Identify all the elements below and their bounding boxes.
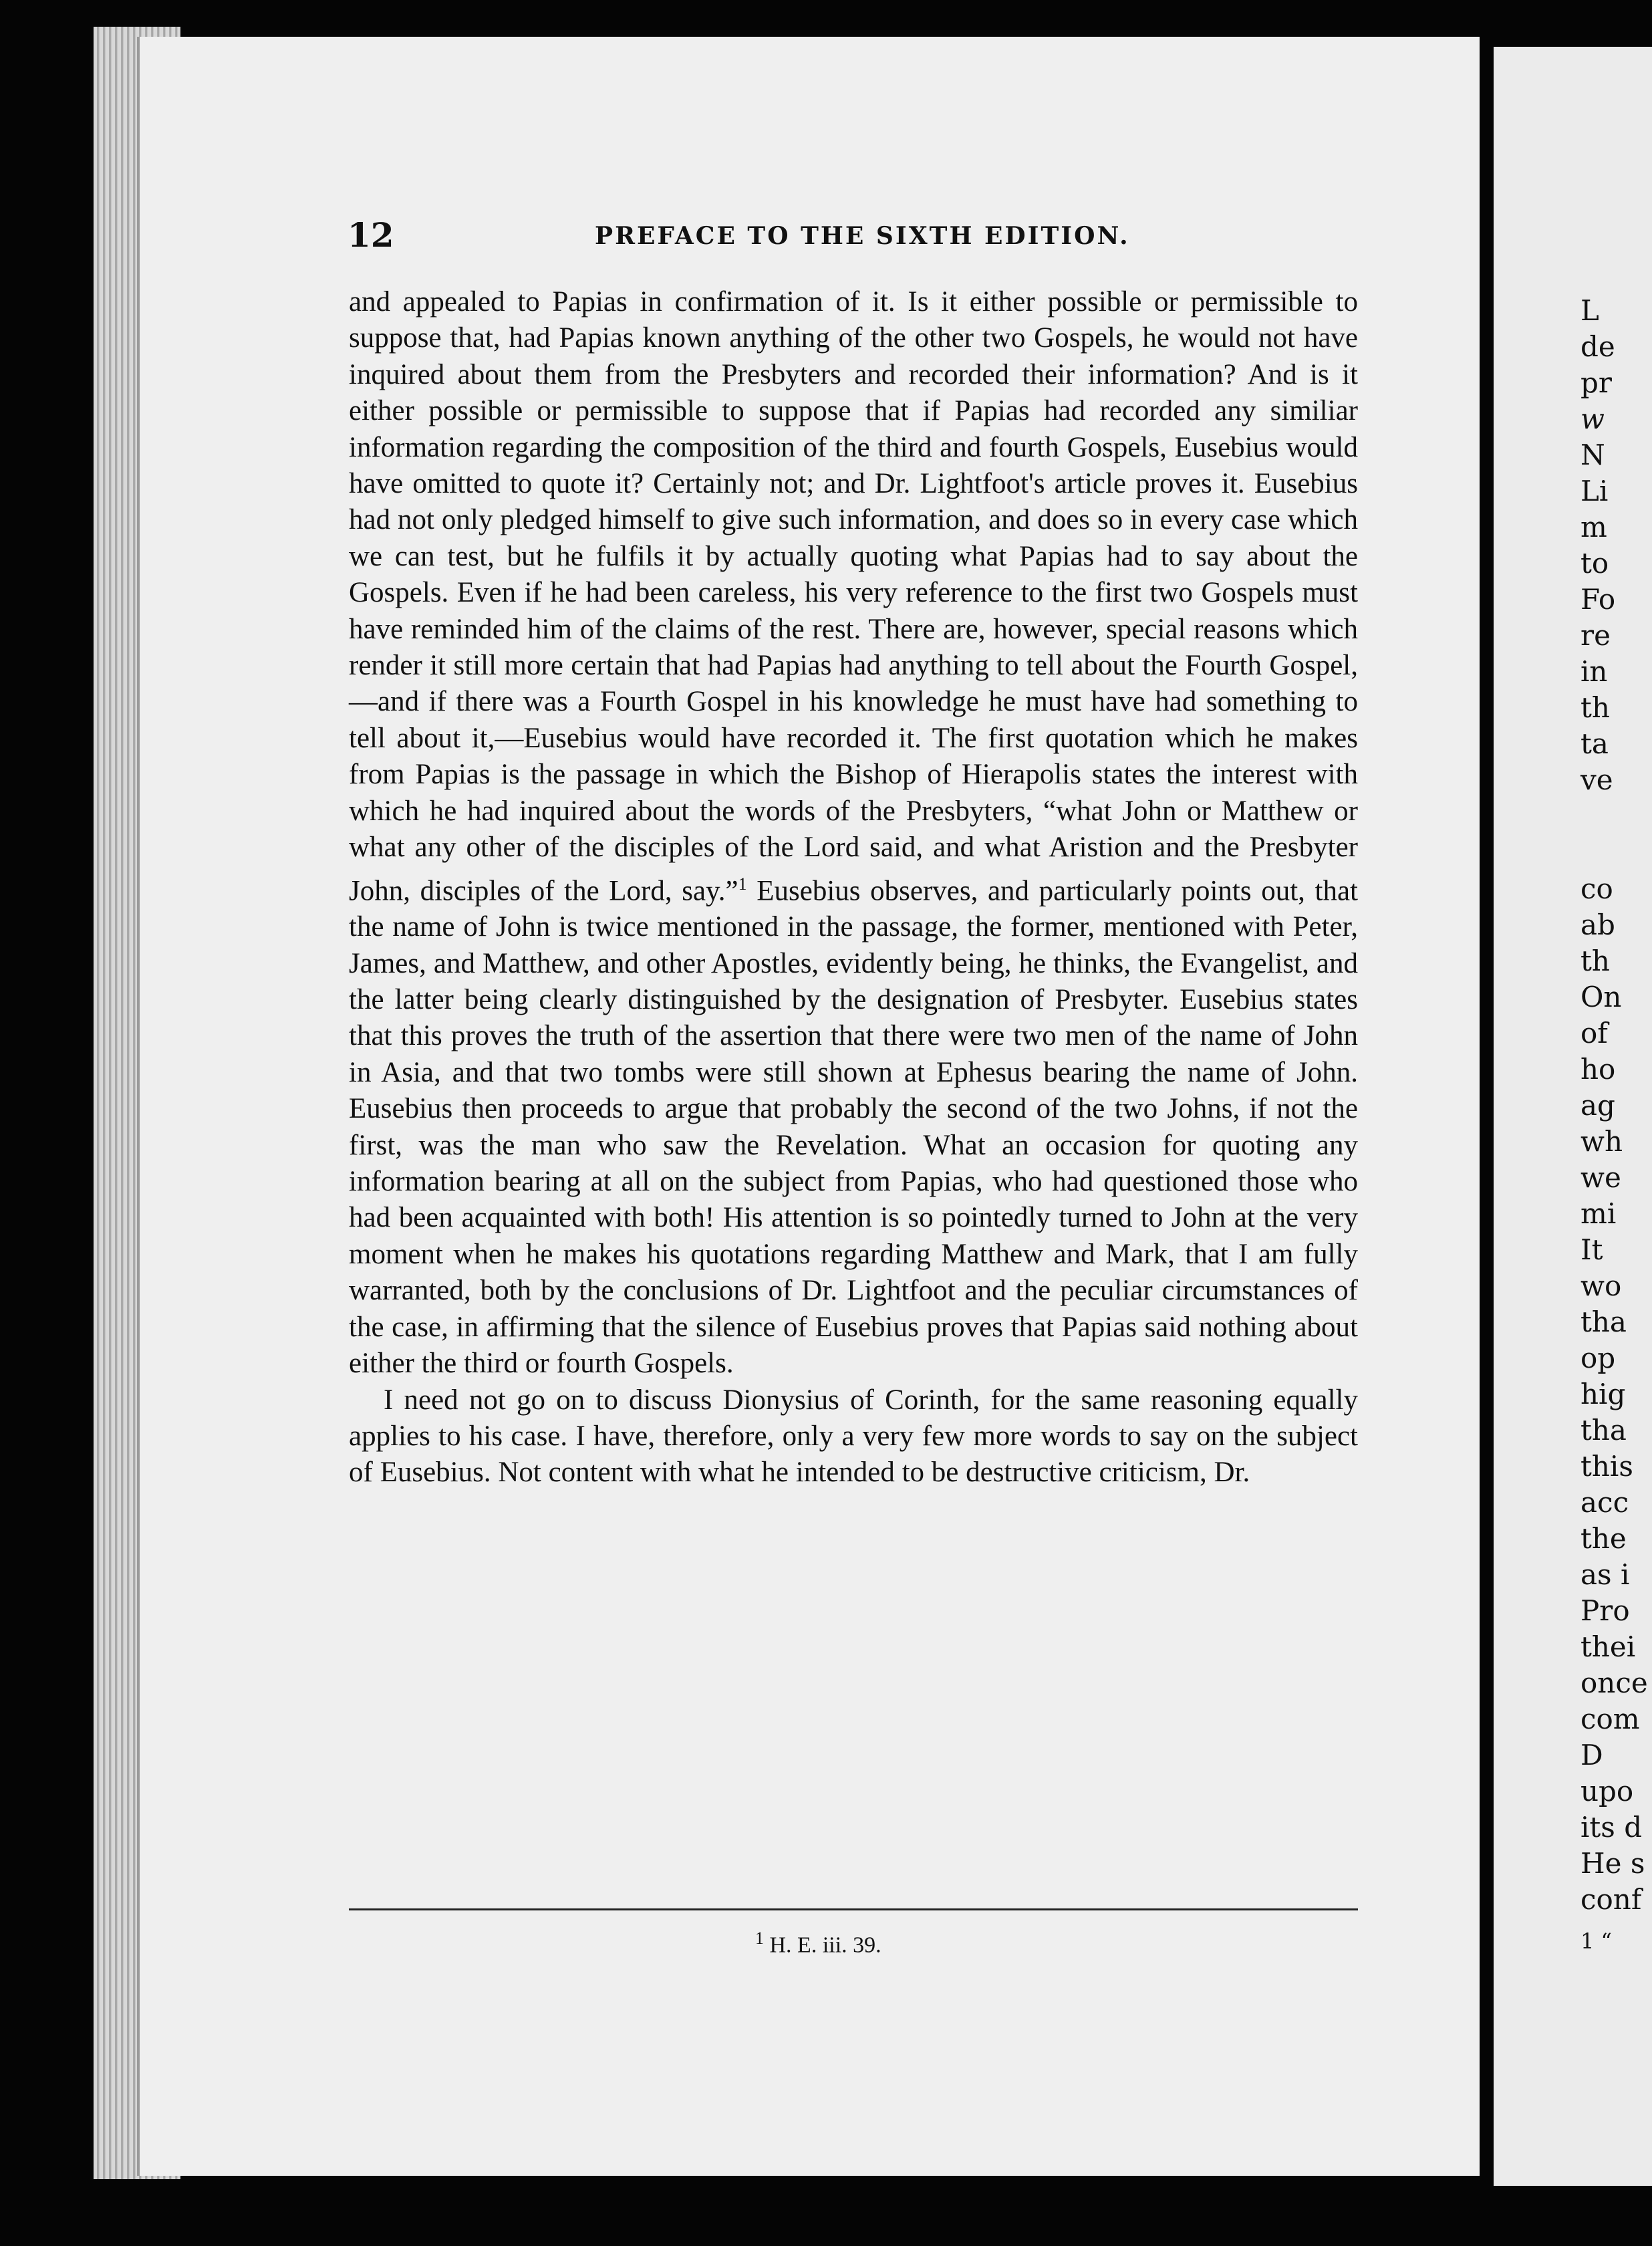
paragraph-text: and appealed to Papias in confirmation of it. Is it either possible or permissible to suppose that, had Papias known anything of the other two Gospels, he would not have inquired about them from the Presbyters and recorded their information? And is it either possible or permissible to suppose that if Papias had recorded any similiar information regarding the composition of the third and fourth Gospels, Eusebius would have omitted to quote it? Certainly not; and Dr. Lightfoot's article proves it. Eusebius had not only pledged himself to give such information, and does so in every case which we can test, but he fulfils it by actually quoting what Papias had to say about the Gospels. Even if he had been careless, his very reference to the first two Gospels must have reminded him of the claims of the rest. There are, however, special reasons which render it still more certain that had Papias had anything to tell about the Fourth Gospel,—and if there was a Fourth Gospel in his knowledge he must have had something to tell about it,—Eusebius would have recorded it. The first quotation which he makes from Papias is the passage in which the Bishop of Hierapolis states the interest with which he had inquired about the words of the Presbyters, “what John or Matthew or what any other of the disciples of the Lord said, and what Aristion and the Presbyter John, disciples of the Lord, say.”	[349, 286, 1358, 906]
footnote-rule	[349, 1908, 1358, 1910]
facing-fragment: co	[1580, 872, 1613, 905]
facing-fragment: N	[1580, 439, 1605, 471]
paragraph	[349, 284, 1358, 1382]
facing-fragment: wo	[1580, 1269, 1622, 1302]
facing-fragment: the	[1580, 1522, 1627, 1555]
facing-page	[1494, 47, 1652, 2186]
facing-fragment: th	[1580, 945, 1610, 977]
facing-fragment: ho	[1580, 1053, 1616, 1086]
facing-fragment: re	[1580, 619, 1611, 652]
facing-fragment: this	[1580, 1450, 1633, 1483]
body-text	[349, 284, 1358, 1491]
facing-fragment: de	[1580, 330, 1615, 363]
facing-fragment: its d	[1580, 1811, 1643, 1844]
paragraph: I need not go on to discuss Dionysius of Corinth, for the same reasoning equally applies to his case. I have, therefore, only a very few more words to say on the subject of Eusebius. Not content with what he intended to be destructive criticism, Dr.	[349, 1384, 1358, 1489]
facing-fragment: ta	[1580, 727, 1609, 760]
facing-fragment: Li	[1580, 475, 1609, 507]
facing-fragment: D	[1580, 1739, 1603, 1771]
facing-fragment: upo	[1580, 1775, 1634, 1807]
facing-fragment: ab	[1580, 908, 1615, 941]
facing-fragment: of	[1580, 1017, 1608, 1049]
facing-fragment: ve	[1580, 763, 1613, 796]
facing-fragment: tha	[1580, 1414, 1627, 1447]
facing-fragment: pr	[1580, 366, 1612, 399]
facing-fragment: once	[1580, 1666, 1648, 1699]
facing-fragment: we	[1580, 1161, 1621, 1194]
facing-fragment: It	[1580, 1233, 1603, 1266]
facing-fragment: wh	[1580, 1125, 1623, 1158]
facing-fragment: ag	[1580, 1089, 1615, 1122]
facing-fragment: mi	[1580, 1197, 1617, 1230]
facing-fragment: He s	[1580, 1847, 1645, 1880]
footnote-text: H. E. iii. 39.	[764, 1932, 881, 1958]
facing-footnote-fragment: 1 “	[1580, 1928, 1612, 1954]
facing-fragment: in	[1580, 655, 1608, 688]
facing-fragment: Fo	[1580, 583, 1616, 616]
facing-fragment: to	[1580, 547, 1609, 580]
facing-fragment: conf	[1580, 1883, 1642, 1916]
running-head: PREFACE TO THE SIXTH EDITION.	[595, 222, 1130, 250]
facing-fragment: thei	[1580, 1630, 1636, 1663]
facing-fragment: L	[1580, 294, 1599, 327]
facing-fragment: acc	[1580, 1486, 1629, 1519]
facing-fragment: th	[1580, 691, 1610, 724]
paragraph-text: Eusebius observes, and particularly points out, that the name of John is twice mentioned in the passage, the former, mentioned with Peter, James, and Matthew, and other Apostles, evidently being, he thinks, the Evangelist, and the latter being clearly distinguished by the designation of Presbyter. Eusebius states that this proves the truth of the assertion that there were two men of the name of John in Asia, and that two tombs were still shown at Ephesus bearing the name of John. Eusebius then proceeds to argue that probably the second of the two Johns, if not the first, was the man who saw the Revelation. What an occasion for quoting any information bearing at all on the subject from Papias, who had questioned those who had been acquainted with both! His attention is so pointedly turned to John at the very moment when he makes his quotations regarding Matthew and Mark, that I am fully warranted, both by the conclusions of Dr. Lightfoot and the peculiar circumstances of the case, in affirming that the silence of Eusebius proves that Papias said nothing about either the third or fourth Gospels.	[349, 874, 1359, 1380]
facing-fragment: w	[1580, 402, 1605, 435]
facing-fragment: op	[1580, 1342, 1616, 1374]
facing-fragment: tha	[1580, 1305, 1627, 1338]
facing-fragment: as i	[1580, 1558, 1630, 1591]
facing-fragment: hig	[1580, 1378, 1626, 1410]
facing-fragment: com	[1580, 1703, 1640, 1735]
footnote-marker: 1	[755, 1928, 764, 1948]
footnote-reference: 1	[738, 874, 747, 894]
facing-fragment: On	[1580, 981, 1622, 1013]
footnote	[755, 1928, 881, 1958]
page-number: 12	[348, 215, 394, 255]
facing-fragment: Pro	[1580, 1594, 1630, 1627]
facing-fragment: m	[1580, 511, 1607, 543]
